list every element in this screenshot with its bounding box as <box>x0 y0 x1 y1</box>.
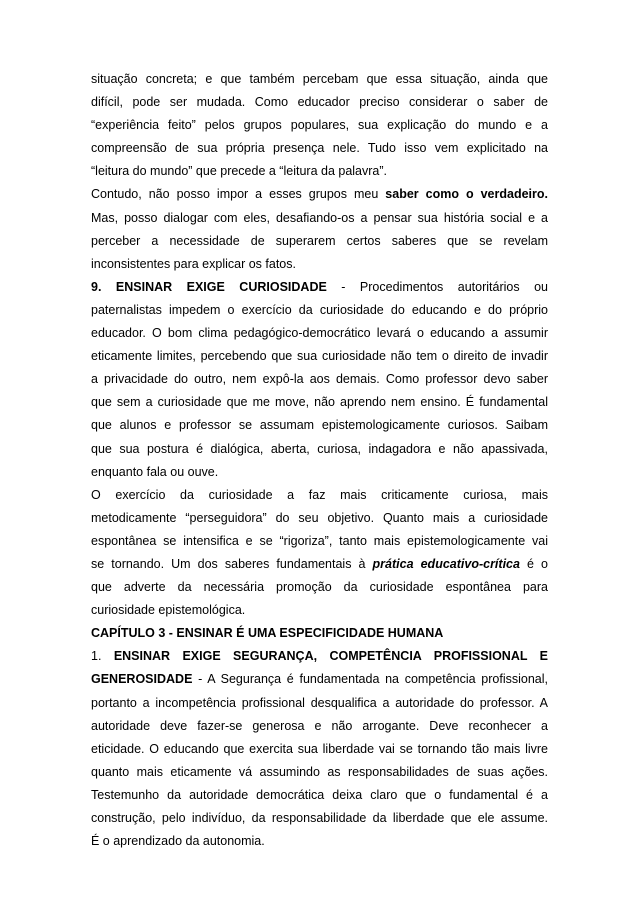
text-line <box>91 253 548 276</box>
text-line <box>91 183 548 206</box>
text-span: quanto mais eticamente vá assumindo as responsabilidades de suas ações. <box>91 764 548 779</box>
text-span: inconsistentes para explicar os fatos. <box>91 256 296 271</box>
text-span: eticamente limites, percebendo que sua curiosidade não tem o direito de invadir <box>91 349 548 364</box>
text-span: metodicamente “perseguidora” do seu objetivo. Quanto mais a curiosidade <box>91 510 548 525</box>
text-span: se tornando. Um dos saberes fundamentais à <box>91 556 373 571</box>
text-line <box>91 784 548 807</box>
text-span: compreensão de sua própria presença nele. Tudo isso vem explicitado na <box>91 141 548 156</box>
text-line <box>91 160 548 183</box>
bold-text: CAPÍTULO 3 - ENSINAR É UMA ESPECIFICIDADE HUMANA <box>91 626 444 641</box>
text-line <box>91 207 548 230</box>
text-line <box>91 438 548 461</box>
text-line <box>91 68 548 91</box>
text-line <box>91 599 548 622</box>
text-line <box>91 668 548 691</box>
text-line <box>91 830 548 853</box>
text-span: 1. <box>91 649 114 664</box>
text-line <box>91 738 548 761</box>
text-line <box>91 622 548 645</box>
body-text <box>91 68 548 853</box>
text-span: enquanto fala ou ouve. <box>91 464 219 479</box>
text-line <box>91 461 548 484</box>
text-line <box>91 137 548 160</box>
text-line <box>91 576 548 599</box>
text-span: que alunos e professor se assumam epistemologicamente curiosos. Saibam <box>91 418 548 433</box>
text-line <box>91 530 548 553</box>
text-line <box>91 391 548 414</box>
text-span: - A Segurança é fundamentada na competência profissional, <box>192 672 548 687</box>
text-line <box>91 322 548 345</box>
text-line <box>91 484 548 507</box>
text-span: construção, pelo indivíduo, da responsabilidade da liberdade que ele assume. <box>91 811 548 825</box>
text-line <box>91 91 548 114</box>
text-line <box>91 299 548 322</box>
text-line <box>91 645 548 668</box>
text-line <box>91 692 548 715</box>
text-span: paternalistas impedem o exercício da curiosidade do educando e do próprio <box>91 302 548 317</box>
text-line <box>91 368 548 391</box>
bold-text: ENSINAR EXIGE SEGURANÇA, COMPETÊNCIA PROFISSIONAL E <box>113 649 548 664</box>
text-span: situação concreta; e que também percebam que essa situação, ainda que <box>91 72 548 86</box>
text-span: que adverte da necessária promoção da curiosidade espontânea para <box>91 580 548 595</box>
text-line <box>91 807 548 830</box>
text-line <box>91 715 548 738</box>
text-span: perceber a necessidade de superarem certos saberes que se revelam <box>91 233 548 248</box>
text-line <box>91 761 548 784</box>
text-span: é o <box>519 556 548 571</box>
bold-text: saber como o verdadeiro. <box>385 187 548 202</box>
bold-text: GENEROSIDADE <box>91 672 193 687</box>
text-line <box>91 507 548 530</box>
text-line <box>91 276 548 299</box>
text-span: Contudo, não posso impor a esses grupos meu <box>91 187 386 202</box>
bold-text: prática educativo-crítica <box>372 556 520 571</box>
text-span: a privacidade do outro, nem expô-la aos demais. Como professor devo saber <box>91 372 548 387</box>
text-line <box>91 414 548 437</box>
text-span: difícil, pode ser mudada. Como educador preciso considerar o saber de <box>91 95 548 110</box>
text-line <box>91 230 548 253</box>
text-span: - Procedimentos autoritários ou <box>326 279 548 294</box>
text-span: Mas, posso dialogar com eles, desafiando-os a pensar sua história social e a <box>91 210 548 225</box>
text-line <box>91 114 548 137</box>
text-line <box>91 345 548 368</box>
text-span: educador. O bom clima pedagógico-democrático levará o educando a assumir <box>91 326 548 341</box>
text-span: “leitura do mundo” que precede a “leitura da palavra”. <box>91 164 388 179</box>
text-span: portanto a incompetência profissional desqualifica a autoridade do professor. A <box>91 695 548 710</box>
text-span: que sem a curiosidade que me move, não aprendo nem ensino. É fundamental <box>91 395 548 410</box>
text-span: espontânea se intensifica e se “rigoriza”, tanto mais epistemologicamente vai <box>91 533 548 548</box>
text-span: É o aprendizado da autonomia. <box>91 834 265 849</box>
text-span: curiosidade epistemológica. <box>91 603 246 618</box>
text-line <box>91 553 548 576</box>
text-span: que sua postura é dialógica, aberta, curiosa, indagadora e não apassivada, <box>91 441 548 456</box>
bold-text: 9. ENSINAR EXIGE CURIOSIDADE <box>91 279 327 294</box>
text-span: autoridade deve fazer-se generosa e não arrogante. Deve reconhecer a <box>91 718 548 733</box>
text-span: Testemunho da autoridade democrática deixa claro que o fundamental é a <box>91 787 548 802</box>
text-span: O exercício da curiosidade a faz mais criticamente curiosa, mais <box>91 487 548 502</box>
text-span: “experiência feito” pelos grupos populares, sua explicação do mundo e a <box>91 118 548 133</box>
text-span: eticidade. O educando que exercita sua liberdade vai se tornando tão mais livre <box>91 741 548 756</box>
